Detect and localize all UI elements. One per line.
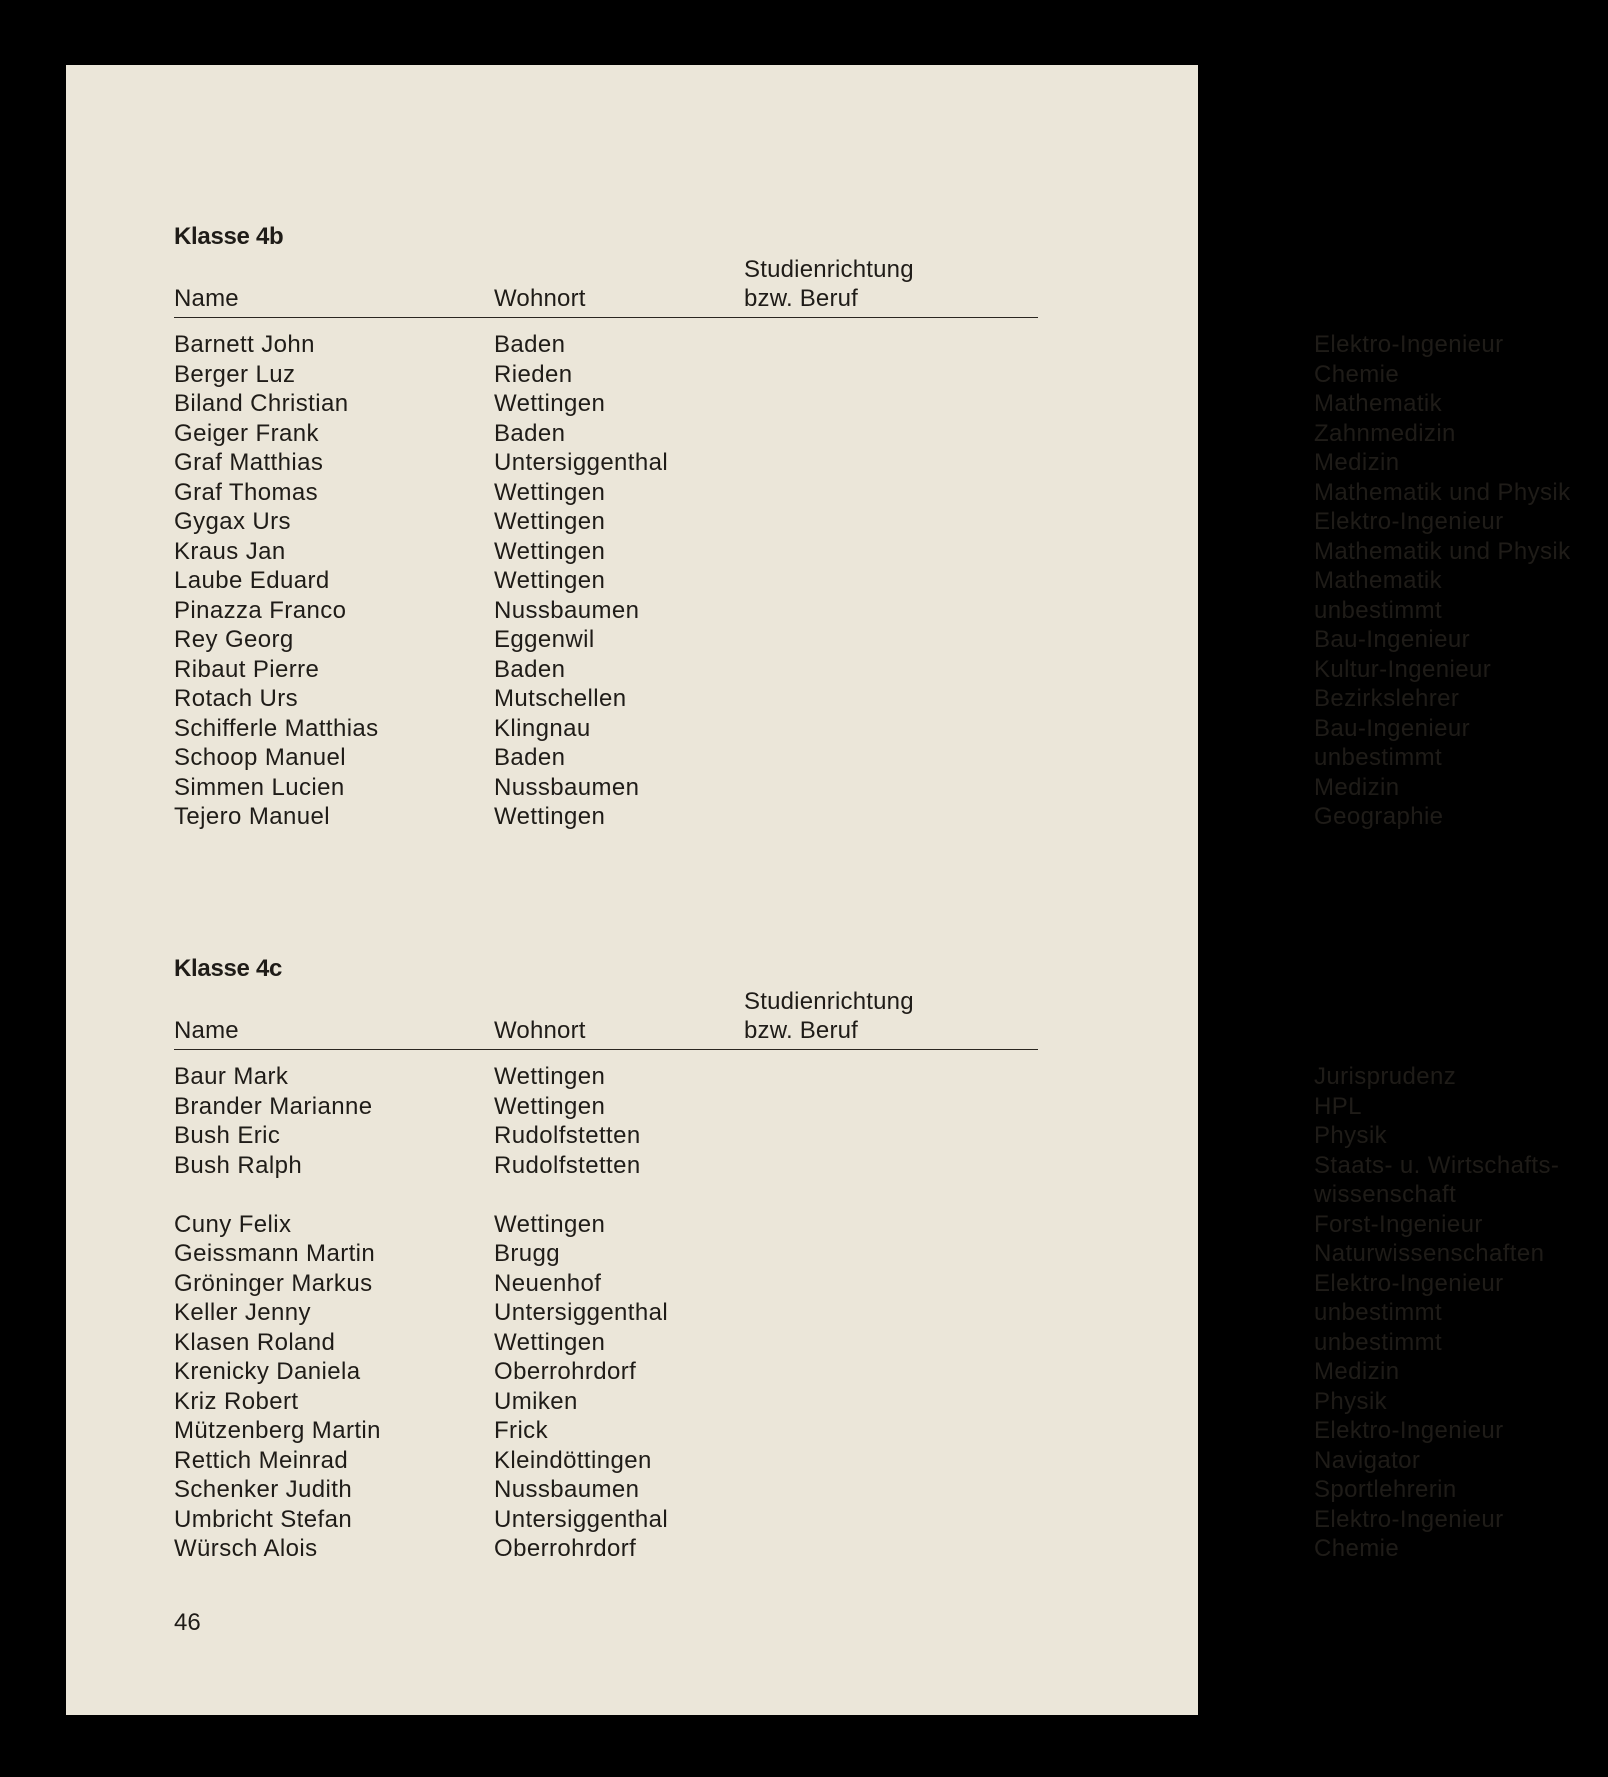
student-name: Gygax Urs (174, 508, 291, 535)
student-name: Keller Jenny (174, 1299, 311, 1326)
student-wohnort: Wettingen (494, 390, 606, 417)
student-name: Rey Georg (174, 626, 294, 653)
student-studienrichtung: Elektro-Ingenieur (1314, 1417, 1504, 1444)
student-wohnort: Brugg (494, 1240, 561, 1267)
table-header (174, 989, 1038, 1050)
student-name: Barnett John (174, 331, 315, 358)
student-name: Kriz Robert (174, 1387, 299, 1415)
table-row (174, 1239, 1545, 1269)
student-name: Baur Mark (174, 1063, 289, 1090)
header-name: Name (174, 1017, 239, 1044)
student-wohnort: Wettingen (494, 803, 606, 830)
student-name: Mützenberg Martin (174, 1417, 381, 1444)
student-wohnort: Untersiggenthal (494, 449, 669, 476)
student-wohnort: Baden (494, 744, 566, 771)
student-studienrichtung: Staats- u. Wirtschafts- wissenschaft (1314, 1151, 1560, 1208)
table-row (174, 478, 1571, 508)
student-studienrichtung: Forst-Ingenieur (1314, 1210, 1483, 1238)
student-name: Umbricht Stefan (174, 1505, 353, 1533)
table-row (174, 802, 1444, 832)
table-row (174, 1328, 1443, 1358)
table-row (174, 1416, 1504, 1446)
table-row (174, 1298, 1443, 1328)
page-number: 46 (174, 1609, 201, 1636)
table-row (174, 773, 1400, 803)
student-wohnort: Nussbaumen (494, 1476, 640, 1503)
student-name: Schenker Judith (174, 1476, 353, 1503)
class-title: Klasse 4c (174, 955, 283, 982)
student-studienrichtung: Naturwissenschaften (1314, 1240, 1545, 1267)
student-name: Würsch Alois (174, 1535, 318, 1562)
class-title: Klasse 4b (174, 223, 284, 250)
student-studienrichtung: Medizin (1314, 449, 1400, 476)
table-row (174, 1534, 1400, 1564)
table-row (174, 507, 1504, 537)
student-wohnort: Frick (494, 1417, 548, 1444)
student-studienrichtung: Medizin (1314, 773, 1400, 801)
table-body (174, 330, 1571, 832)
student-wohnort: Wettingen (494, 1210, 606, 1238)
student-studienrichtung: Jurisprudenz (1314, 1063, 1457, 1090)
student-name: Bush Eric (174, 1122, 281, 1149)
student-name: Gröninger Markus (174, 1269, 373, 1297)
student-wohnort: Klingnau (494, 714, 591, 742)
table-row (174, 389, 1443, 419)
student-wohnort: Eggenwil (494, 626, 595, 653)
student-studienrichtung: Physik (1314, 1387, 1388, 1415)
student-wohnort: Baden (494, 419, 566, 447)
student-studienrichtung: Kultur-Ingenieur (1314, 655, 1492, 683)
student-wohnort: Nussbaumen (494, 596, 640, 624)
student-studienrichtung: Elektro-Ingenieur (1314, 1505, 1504, 1533)
table-row (174, 360, 1400, 390)
student-name: Krenicky Daniela (174, 1358, 361, 1385)
header-name: Name (174, 285, 239, 312)
student-name: Brander Marianne (174, 1092, 373, 1120)
student-studienrichtung: Mathematik (1314, 567, 1443, 594)
table-row (174, 1446, 1421, 1476)
table-row (174, 625, 1470, 655)
student-name: Cuny Felix (174, 1210, 292, 1238)
student-studienrichtung: Chemie (1314, 1535, 1400, 1562)
table-row (174, 655, 1492, 685)
student-name: Laube Eduard (174, 567, 330, 594)
table-row (174, 1151, 1560, 1210)
header-studienrichtung (744, 255, 914, 313)
student-name: Rettich Meinrad (174, 1446, 349, 1474)
student-wohnort: Wettingen (494, 537, 606, 565)
table-row (174, 714, 1470, 744)
header-studienrichtung (744, 987, 914, 1045)
student-wohnort: Nussbaumen (494, 773, 640, 801)
student-wohnort: Oberrohrdorf (494, 1535, 637, 1562)
student-wohnort: Mutschellen (494, 685, 627, 712)
table-row (174, 566, 1443, 596)
student-studienrichtung: Mathematik und Physik (1314, 478, 1571, 506)
document-page (66, 65, 1571, 1715)
header-studienrichtung-line2: bzw. Beruf (744, 1017, 859, 1044)
student-name: Bush Ralph (174, 1151, 303, 1179)
student-studienrichtung: unbestimmt (1314, 1299, 1443, 1326)
student-wohnort: Wettingen (494, 567, 606, 594)
student-studienrichtung: Bau-Ingenieur (1314, 714, 1470, 742)
student-name: Biland Christian (174, 390, 349, 417)
header-studienrichtung-line1: Studienrichtung (744, 256, 914, 283)
student-studienrichtung: unbestimmt (1314, 1328, 1443, 1356)
student-name: Graf Thomas (174, 478, 319, 506)
table-row (174, 330, 1504, 360)
student-studienrichtung: Mathematik (1314, 390, 1443, 417)
student-name: Berger Luz (174, 360, 296, 388)
table-row (174, 419, 1456, 449)
student-name: Ribaut Pierre (174, 655, 320, 683)
student-wohnort: Umiken (494, 1387, 578, 1415)
student-studienrichtung: Medizin (1314, 1358, 1400, 1385)
table-row (174, 1121, 1388, 1151)
student-studienrichtung: unbestimmt (1314, 596, 1443, 624)
table-body (174, 1062, 1560, 1564)
student-studienrichtung: Bezirkslehrer (1314, 685, 1460, 712)
table-row (174, 1062, 1457, 1092)
student-studienrichtung: Mathematik und Physik (1314, 537, 1571, 565)
student-name: Geissmann Martin (174, 1240, 376, 1267)
header-wohnort: Wohnort (494, 1017, 586, 1044)
header-studienrichtung-line1: Studienrichtung (744, 988, 914, 1015)
student-name: Pinazza Franco (174, 596, 347, 624)
student-studienrichtung: Chemie (1314, 360, 1400, 388)
class-section-4c (174, 955, 1560, 1564)
student-studienrichtung: Bau-Ingenieur (1314, 626, 1470, 653)
student-studienrichtung: Elektro-Ingenieur (1314, 508, 1504, 535)
student-studienrichtung: Navigator (1314, 1446, 1421, 1474)
student-wohnort: Rieden (494, 360, 573, 388)
student-wohnort: Wettingen (494, 1092, 606, 1120)
student-studienrichtung: Zahnmedizin (1314, 419, 1456, 447)
student-wohnort: Untersiggenthal (494, 1505, 669, 1533)
student-wohnort: Rudolfstetten (494, 1122, 641, 1149)
student-studienrichtung: Elektro-Ingenieur (1314, 1269, 1504, 1297)
student-name: Tejero Manuel (174, 803, 330, 830)
student-wohnort: Rudolfstetten (494, 1151, 641, 1179)
student-name: Kraus Jan (174, 537, 286, 565)
student-studienrichtung: Elektro-Ingenieur (1314, 331, 1504, 358)
student-wohnort: Wettingen (494, 478, 606, 506)
table-row (174, 537, 1571, 567)
student-studienrichtung: HPL (1314, 1092, 1362, 1120)
table-row (174, 1357, 1400, 1387)
table-row (174, 1505, 1504, 1535)
student-wohnort: Wettingen (494, 1063, 606, 1090)
student-wohnort: Untersiggenthal (494, 1299, 669, 1326)
student-name: Schoop Manuel (174, 744, 346, 771)
table-row (174, 448, 1400, 478)
class-section-4b (174, 223, 1571, 832)
student-name: Geiger Frank (174, 419, 319, 447)
table-row (174, 596, 1443, 626)
table-row (174, 1269, 1504, 1299)
student-name: Simmen Lucien (174, 773, 345, 801)
table-row (174, 1092, 1362, 1122)
table-header (174, 257, 1038, 318)
student-name: Schifferle Matthias (174, 714, 379, 742)
student-wohnort: Wettingen (494, 508, 606, 535)
header-wohnort: Wohnort (494, 285, 586, 312)
student-name: Rotach Urs (174, 685, 299, 712)
student-studienrichtung: unbestimmt (1314, 744, 1443, 771)
student-wohnort: Neuenhof (494, 1269, 602, 1297)
table-row (174, 743, 1443, 773)
table-row (174, 1210, 1483, 1240)
student-wohnort: Oberrohrdorf (494, 1358, 637, 1385)
student-wohnort: Kleindöttingen (494, 1446, 652, 1474)
table-row (174, 1475, 1457, 1505)
student-name: Graf Matthias (174, 449, 324, 476)
student-studienrichtung: Physik (1314, 1122, 1388, 1149)
student-wohnort: Baden (494, 331, 566, 358)
table-row (174, 1387, 1388, 1417)
student-wohnort: Wettingen (494, 1328, 606, 1356)
table-row (174, 684, 1460, 714)
header-studienrichtung-line2: bzw. Beruf (744, 285, 859, 312)
student-studienrichtung: Geographie (1314, 803, 1444, 830)
student-name: Klasen Roland (174, 1328, 336, 1356)
student-studienrichtung: Sportlehrerin (1314, 1476, 1457, 1503)
student-wohnort: Baden (494, 655, 566, 683)
